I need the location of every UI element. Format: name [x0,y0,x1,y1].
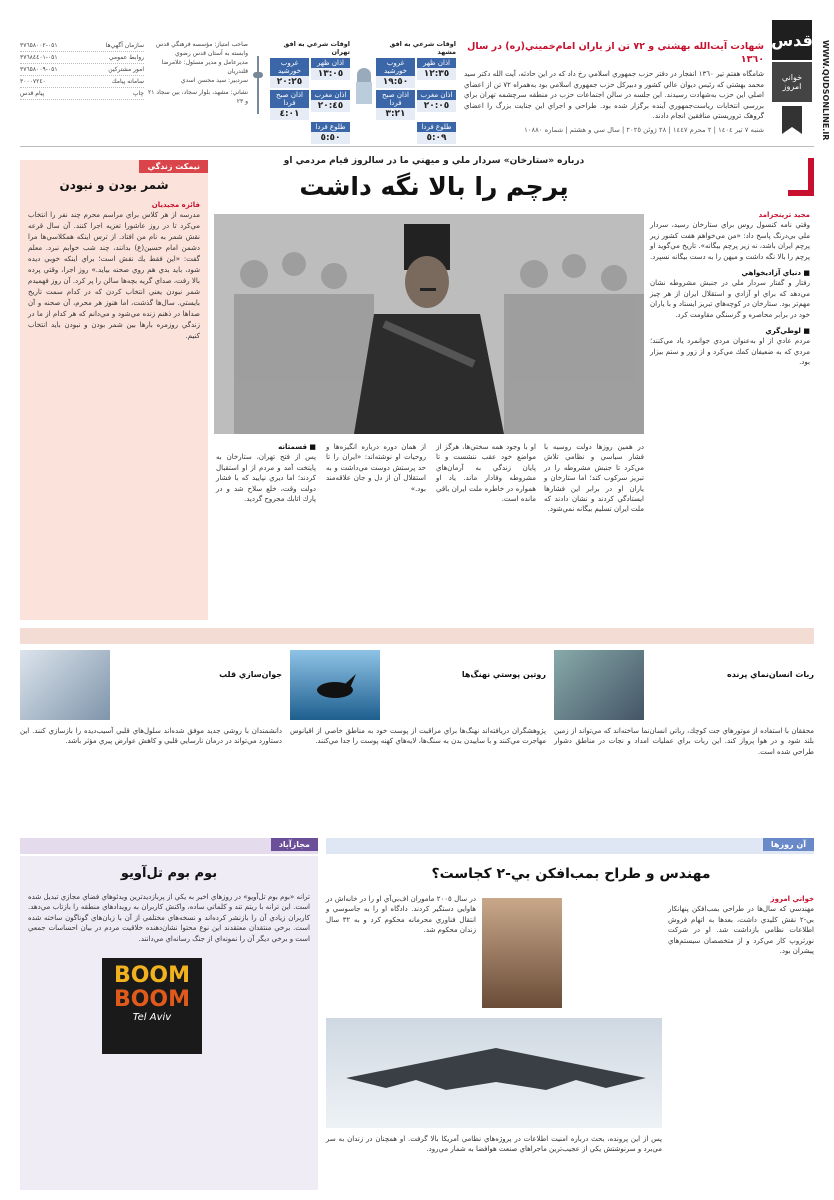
history-author-line [668,894,814,904]
anniversary-title: شهادت آيت‌الله بهشتي و ٧٢ تن از ياران امام‌خميني(ره) در سال ١٣٦٠ [467,41,764,65]
logo-block [772,20,812,140]
lead-col-4 [216,442,316,612]
date-line: شنبه ٧ تير ١٤٠٤ | ٢ محرم ١٤٤٧ | ٢٨ ژوئن ٢٠٢٥ | سال سي و هشتم | شماره ١٠٨٨٠ [524,126,764,134]
contact-value: ٠٥١-٣٧٦٨٤٤٠١ [20,54,58,61]
contact-label: سامانه پيامك [111,78,144,85]
history-col1-body: مهندسي كه سال‌ها در طراحي بمب‌افكن پنهانكار بي-٢ نقش كليدي داشت، بعدها به اتهام فروش اطلاعات نظامي بازداشت شد. او در شركت نورثروپ كار مي‌كرد و از متخصصان سيستم‌هاي پيشران بود. [668,905,814,956]
column-body: ترانه «بوم بوم تل‌آويو» در روزهاي اخير به يكي از پربازديدترين ويدئوهاي فضاي مجازي تبديل شده است. اين ترانه با ريتم تند و كلماتي ساده، واكنش كاربران به رويدادهاي منطقه را بازتاب مي‌دهد. كاربران زيادي آن را بازنشر كرده‌اند و نسخه‌هاي مختلفي از آن با زبان‌هاي گوناگون ساخته شده است. برخي منتقدان معتقدند اين نوع محتوا نشان‌دهنده خلاقيت مردم در بيان احساسات جمعي است و برخي ديگر آن را نمونه‌اي از جنگ رسانه‌اي مي‌دانند. [28,893,310,943]
history-article [326,838,814,1190]
prayer-cell: غروب خورشيد ٢٠:٢٥ [270,58,309,88]
imprint-line: صاحب امتياز: مؤسسه فرهنگي قدس [155,41,248,48]
red-corner-mark-2 [788,190,814,196]
lead-sub2-body: مردم عادي از او به‌عنوان مردي جوانمرد ياد مي‌كنند؛ مردي كه به ضعيفان كمك مي‌كرد و از زور و ستم بيزار بود. [650,337,810,367]
science-item-body: محققان با استفاده از موتورهاي جت كوچك، رباتي انسان‌نما ساخته‌اند كه مي‌تواند از زمين بلند شود و در هوا پرواز كند. اين ربات براي عمليات امداد و نجات در مناطق دشوار طراحي شده است. [554,727,814,756]
side-text: خواني امروز [772,62,812,102]
engineer-photo [482,898,562,1008]
science-band [20,628,814,644]
poster-line-1: BOOM [113,963,191,988]
divider [20,146,814,147]
science-item-whale [290,650,546,826]
portrait-illustration [214,214,644,434]
history-band [326,838,814,854]
prayer-cell: اذان صبح فردا ٤:٠١ [270,90,309,120]
science-item-title: ربات انسان‌نماي پرنده [727,670,814,679]
prayer-city: اوقات شرعي به افق تهران [283,40,350,56]
lead-col-3: از همان دوره درباره انگيزه‌ها و روحيات او نوشته‌اند: «ايران را تا حد پرستش دوست مي‌داشت و به استقلال آن از دل و جان علاقه‌مند بود.» [326,443,426,493]
prayer-cell: اذان ظهر ١٣:٠٥ [311,58,350,88]
science-strip [20,628,814,828]
robot-photo [554,650,644,720]
sidebar-author-line [28,200,200,210]
lead-sub2: ■ لوطي‌گري [765,327,810,336]
contact-label: چاپ [132,90,144,97]
science-item-title: روتين پوستي نهنگ‌ها [461,670,546,679]
anniversary-block [464,40,764,140]
history-title: مهندس و طراح بمب‌افكن بي-٢ كجاست؟ [431,866,711,882]
history-col-3: پس از اين پرونده، بحث درباره امنيت اطلاعات در پروژه‌هاي نظامي آمريكا بالا گرفت. او همچنان در زندان به سر مي‌برد و سرنوشتش يكي از عجيب‌ترين ماجراهاي صنعت هوافضا به شمار مي‌رود. [326,1135,662,1154]
prayer-cell: اذان مغرب ٢٠:٤٥ [311,90,350,120]
history-col-2: در سال ٢٠٠٥ ماموران اف‌بي‌آي او را در خانه‌اش در هاوايي دستگير كردند. دادگاه او را به جاسوسي و انتقال فناوري محرمانه محكوم كرد و به ٣٢ سال زندان محكوم شد. [326,895,476,935]
poster-line-3: Tel Aviv [132,1012,172,1023]
lead-intro: وقتي نامه كنسول روس براي ستارخان رسيد، سردار ملي بي‌درنگ پاسخ داد: «من مي‌خواهم هفت كشور زير پرچم ايران باشد، نه زير پرچم بيگانه». تاريخ مي‌گويد او پرچم را بالا نگه داشت و ميهن را به دست بيگانه نسپرد. [650,221,810,261]
lead-col-2: او با وجود همه سختي‌ها، هرگز از مواضع خود عقب ننشست و تا پايان زندگي به آرمان‌هاي مشروطه وفادار ماند. ياد او همواره در خاطره ملت ايران باقي مانده است. [436,443,536,504]
history-col-1 [668,894,814,1184]
prayer-cell: اذان مغرب ٢٠:٠٥ [417,90,456,120]
lead-col4-sub: ■ قسمتانه [278,443,316,451]
anniversary-body: شامگاه هفتم تير ١٣٦٠ انفجار در دفتر حزب جمهوري اسلامي رخ داد که در اين حادثه، آيت الله دکتر سيد محمد بهشتي که رئيس ديوان عالي کشور و دبيرکل حزب جمهوري اسلامي بود به‌همراه ٧٢ تن از اعضاي اصلي اين حزب به‌شهادت رسيدند. اين جلسه در سالن اجتماعات حزب در منطقه سرچشمه تهران براي بررسي انتخابات رياست‌جمهوري آينده برگزار شده بود. طراحي و اجراي اين جنايت بزرگ را اعضاي گروهک تروريستي منافقين انجام دادند. [464,70,765,120]
science-item-heart [20,650,282,826]
contacts [20,40,144,140]
contact-value: ٣٠٠٠٧٢٤٠ [20,78,46,85]
prayer-cell: غروب خورشيد ١٩:٥٠ [376,58,415,88]
lead-sub1-body: رفتار و گفتار سردار ملي در جنبش مشروطه نشان مي‌دهد كه براي او آزادي و استقلال ايران از هر چيز مهم‌تر بود. ستارخان در كوچه‌هاي تبريز ايستاد و با ياران خود در برابر محاصره و گرسنگي مقاومت كرد. [650,279,810,319]
science-item-body: دانشمندان با روشي جديد موفق شده‌اند سلول‌هاي قلبي آسيب‌ديده را بازسازي كنند. اين دستاورد مي‌تواند در درمان نارسايي قلبي و كاهش عوارض پيري مؤثر باشد. [20,727,282,746]
lead-col4-sub-text: قسمتانه [278,443,307,451]
whale-photo [290,650,380,720]
imprint-address: نشاني: مشهد، بلوار سجاد، بين سجاد ٢١ و ٢٣ [148,89,248,105]
masthead [0,0,834,150]
lead-col4-body: پس از فتح تهران، ستارخان به پايتخت آمد و مردم از او استقبال كردند؛ اما ديري نپاييد كه با فشار دولت وقت، خلع سلاح شد و در پارك اتابك مجروح گرديد. [216,453,316,504]
prayer-cell: طلوع فردا ٥:٠٩ [417,122,456,144]
prayer-times-tehran [270,40,350,143]
lead-story [214,150,814,620]
contact-value: پيام قدس [20,90,45,97]
bomber-illustration [326,1018,662,1128]
lead-sub1: ■ دنياي آزاديخواهي [741,269,810,278]
history-author: خواني امروز [770,895,814,903]
science-item-title: جوان‌سازي قلب [219,670,282,679]
logo: قدس [772,20,812,60]
prayer-cell: اذان صبح فردا ٣:٢١ [376,90,415,120]
imprint-line: سردبير: سيد محسن اسدي [180,77,248,84]
contact-label: امور مشتركين [108,66,144,73]
contact-value: ٠٥١-٣٧٦٥٨٠٠٩ [20,66,58,73]
contact-value: ٠٥١-٣٧٦٥٨٠٠٢ [20,42,58,49]
tower-icon [250,56,266,114]
column-tag: مجازآباد [271,838,318,851]
contact-label: روابط عمومي [108,54,144,61]
science-item-robot [554,650,814,826]
website-label: WWW.QUDSONLINE.IR [821,39,830,140]
column-article [20,838,318,1190]
bookmark-icon [772,104,812,140]
bomber-photo [326,1018,662,1128]
lead-sub1-text: دنياي آزاديخواهي [741,269,801,278]
prayer-times-mashhad [376,40,456,143]
lead-sub2-text: لوطي‌گري [765,327,801,336]
column-title: بوم بوم تل‌آويو [120,866,218,881]
prayer-cell: طلوع فردا ٥:٥٠ [311,122,350,144]
lead-kicker: درباره «ستارخان» سردار ملي و ميهني ما در سالروز قيام مردمي او [283,156,585,166]
sidebar-body-wrap [28,200,200,612]
prayer-cell: اذان ظهر ١٢:٣٥ [417,58,456,88]
lead-photo [214,214,644,434]
sidebar-body: مدرسه از هر كلاس براي مراسم محرم چند نفر را انتخاب مي‌كرد تا در روز عاشورا تعزيه اجرا كنند. آن سال قرعه نقش شمر به نام من افتاد. از ترس اينكه همكلاسي‌ها مرا دشمن امام حسين(ع) بدانند، چند شب خوابم نبرد. معلم گفت: «اين فقط يك نقش است؛ براي اينكه خوبي ديده شود، بايد بدي هم روي صحنه بيايد.» روز اجرا، وقتي پرده بالا رفت، صداي گريه بچه‌ها سالن را پر كرد. آن روز فهميدم شمر نبودن يعني انتخاب كردن كه در كدام سمت تاريخ بايستي. سال‌ها گذشت، اما هنوز هر محرم، آن صحنه و آن صداها در ذهنم زنده مي‌شود و مي‌دانم كه هر كدام از ما در زندگي روزمره بارها بين شمر بودن و نبودن بايد انتخاب كنيم. [28,211,200,341]
shrine-icon [354,60,374,110]
sidebar-tag: نيمكت زندگي [139,160,208,173]
prayer-city: اوقات شرعي به افق مشهد [389,40,456,56]
history-tag: آن روزها [763,838,814,851]
imprint [148,40,248,140]
sidebar-title: شمر بودن و نبودن [59,178,169,192]
imprint-line: مديرعامل و مدير مسئول: غلامرضا قلندريان [161,59,248,75]
sidebar-author: فائزه مجيديان [151,201,200,209]
contact-label: سازمان آگهي‌ها [105,42,144,49]
lead-intro-column [650,210,810,610]
science-item-body: پژوهشگران دريافته‌اند نهنگ‌ها براي مراقبت از پوست خود به مناطق خاصي از اقيانوس مهاجرت مي‌كنند و با ساييدن بدن به سنگ‌ها، لايه‌هاي كهنه پوست را جدا مي‌كنند. [290,727,546,746]
lead-col-1: در همين روزها دولت روسيه با فشار سياسي و نظامي تلاش مي‌كرد تا جنبش مشروطه را در تبريز سركوب كند؛ اما ستارخان و ياران او در برابر اين فشارها ايستادگي كردند و نشان دادند كه ملت ايران تسليم بيگانه نمي‌شود. [544,443,644,514]
heart-photo [20,650,110,720]
lead-author-line [650,210,810,220]
lead-author: مجيد ترينجزامد [758,211,810,219]
lead-title: پرچم را بالا نگه داشت [299,172,569,201]
sidebar-column [20,160,208,620]
poster-line-2: BOOM [113,987,191,1012]
imprint-line: وابسته به آستان قدس رضوي [175,50,248,57]
